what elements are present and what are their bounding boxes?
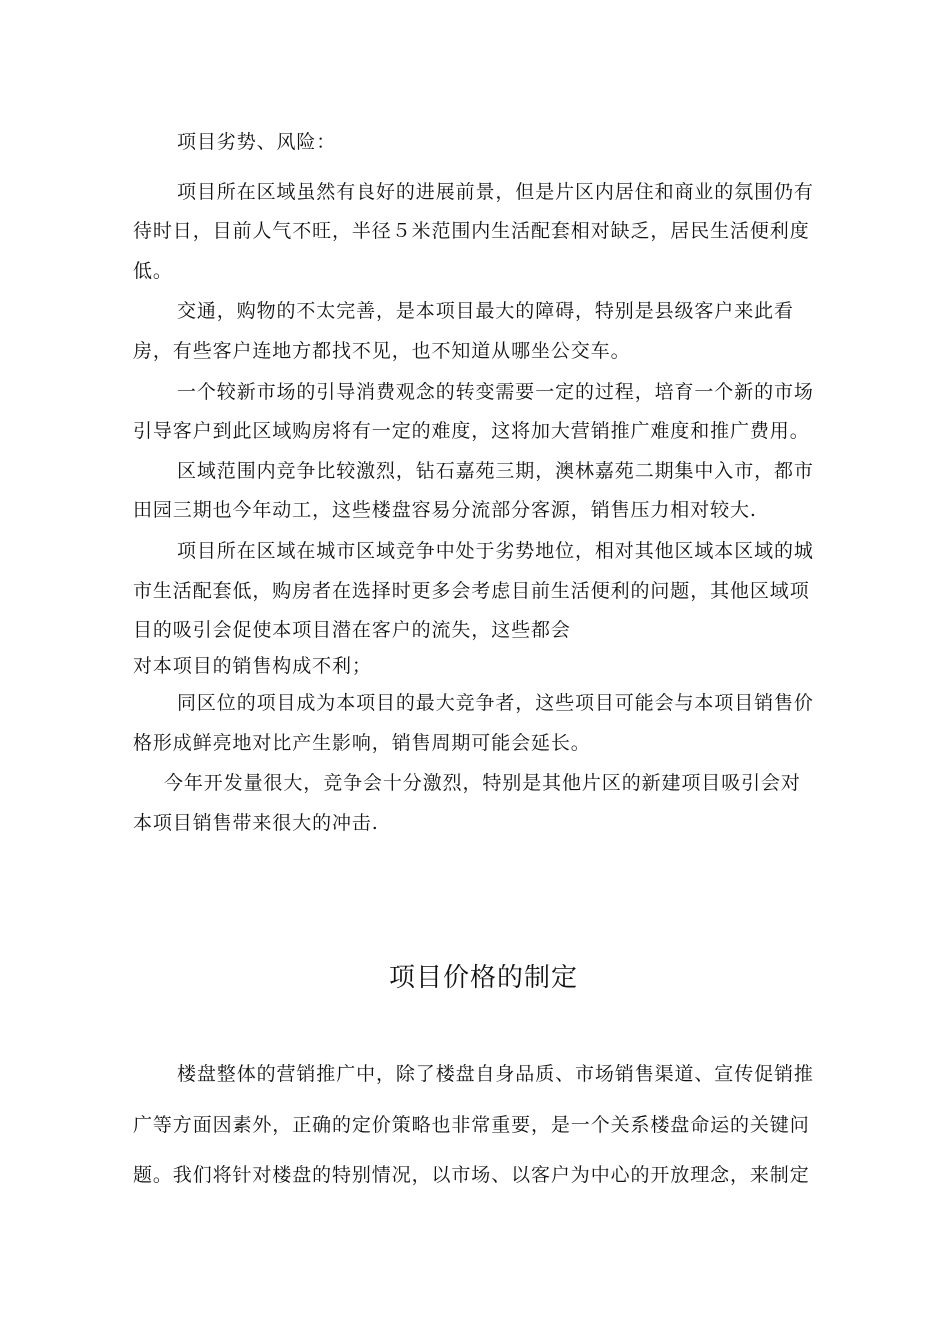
text-line: 同区位的项目成为本项目的最大竞争者，这些项目可能会与本项目销售价 [177, 692, 814, 714]
text-line: 题。我们将针对楼盘的特别情况，以市场、以客户为中心的开放理念，来制定 [133, 1164, 810, 1186]
text-line: 房，有些客户连地方都找不见，也不知道从哪坐公交车。 [133, 340, 631, 362]
text-line: 今年开发量很大，竞争会十分激烈，特别是其他片区的新建项目吸引会对 [164, 772, 801, 794]
text-line: 广等方面因素外，正确的定价策略也非常重要，是一个关系楼盘命运的关键问 [133, 1114, 810, 1136]
text-line: 项目所在区域在城市区域竞争中处于劣势地位，相对其他区域本区域的城 [177, 540, 814, 562]
text-line: 格形成鲜亮地对比产生影响，销售周期可能会延长。 [133, 732, 591, 754]
text-line: 市生活配套低，购房者在选择时更多会考虑目前生活便利的问题，其他区域项 [133, 580, 810, 602]
section-heading: 项目劣势、风险： [177, 131, 337, 153]
text-line: 待时日，目前人气不旺，半径５米范围内生活配套相对缺乏，居民生活便利度 [133, 220, 810, 242]
text-line: 区域范围内竞争比较激烈，钻石嘉苑三期，澳林嘉苑二期集中入市，都市 [177, 460, 814, 482]
text-line: 低。 [133, 260, 173, 282]
text-line: 田园三期也今年动工，这些楼盘容易分流部分客源，销售压力相对较大. [133, 499, 757, 521]
text-line: 项目所在区域虽然有良好的进展前景，但是片区内居住和商业的氛围仍有 [177, 181, 814, 203]
text-line: 本项目销售带来很大的冲击. [133, 812, 379, 834]
text-line: 楼盘整体的营销推广中，除了楼盘自身品质、市场销售渠道、宣传促销推 [177, 1063, 814, 1085]
text-line: 对本项目的销售构成不利； [133, 655, 372, 677]
text-line: 交通，购物的不太完善，是本项目最大的障碍，特别是县级客户来此看 [177, 300, 794, 322]
text-line: 一个较新市场的引导消费观念的转变需要一定的过程，培育一个新的市场 [177, 381, 814, 403]
text-line: 引导客户到此区域购房将有一定的难度，这将加大营销推广难度和推广费用。 [133, 420, 810, 442]
text-line: 目的吸引会促使本项目潜在客户的流失，这些都会 [133, 619, 571, 641]
section-title: 项目价格的制定 [389, 963, 579, 993]
